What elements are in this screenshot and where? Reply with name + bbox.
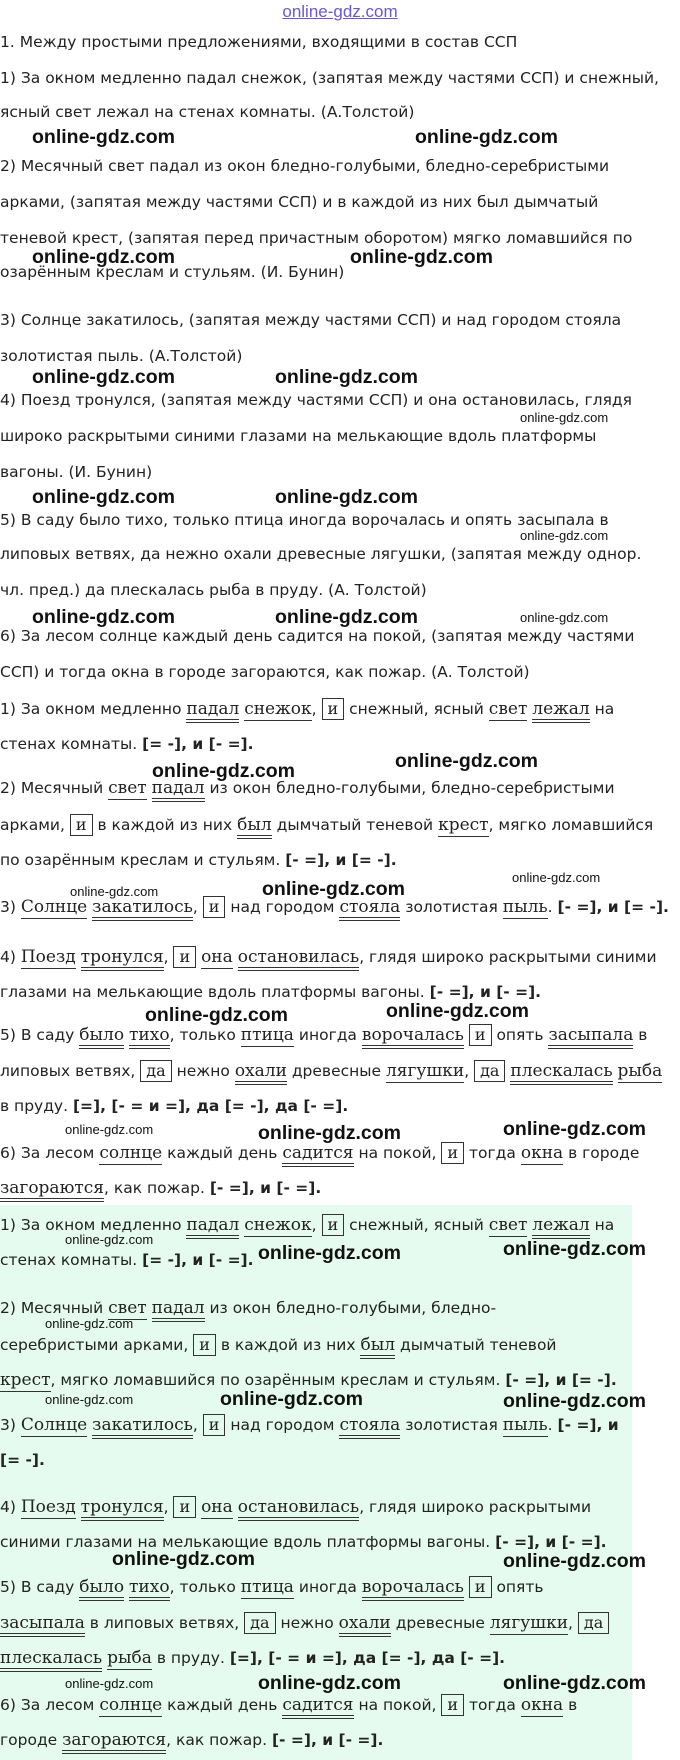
parsed-line: 1) За окном медленно падал снежок, и снежный, ясный свет лежал на	[0, 698, 676, 720]
conjunction-box: и	[322, 698, 345, 720]
conjunction-box: и	[441, 1694, 464, 1716]
parsed-line: городе загораются, как пожар. [- =], и [- =].	[0, 1730, 676, 1750]
conjunction-box: да	[140, 1060, 171, 1082]
conjunction-box: да	[244, 1612, 275, 1634]
watermark: online-gdz.com	[32, 486, 175, 508]
conjunction-box: и	[70, 814, 93, 836]
conjunction-box: да	[474, 1060, 505, 1082]
text-line: ССП) и тогда окна в городе загораются, как пожар. (А. Толстой)	[0, 663, 530, 681]
watermark: online-gdz.com	[503, 1238, 646, 1260]
parsed-line: 5) В саду было тихо, только птица иногда ворочалась и опять засыпала в	[0, 1024, 676, 1046]
watermark: online-gdz.com	[220, 1388, 363, 1410]
scheme: [- =], и [- =].	[429, 983, 542, 1001]
conjunction-box: и	[193, 1334, 216, 1356]
parsed-line: загораются, как пожар. [- =], и [- =].	[0, 1178, 676, 1198]
parsed-line: глазами на мелькающие вдоль платформы вагоны. [- =], и [- =].	[0, 983, 542, 1001]
conjunction-box: да	[578, 1612, 609, 1634]
watermark: online-gdz.com	[258, 1672, 401, 1694]
watermark: online-gdz.com	[45, 1316, 134, 1331]
parsed-line: 2) Месячный свет падал из окон бледно-голубыми, бледно-серебристыми	[0, 778, 676, 798]
conjunction-box: и	[469, 1024, 492, 1046]
watermark: online-gdz.com	[386, 1000, 529, 1022]
watermark: online-gdz.com	[32, 246, 175, 268]
conjunction-box: и	[469, 1576, 492, 1598]
task-heading: 1. Между простыми предложениями, входящими в состав ССП	[0, 33, 518, 51]
watermark: online-gdz.com	[275, 366, 418, 388]
parsed-line: по озарённым креслам и стульям. [- =], и [= -].	[0, 851, 397, 869]
text-line: 2) Месячный свет падал из окон бледно-голубыми, бледно-серебристыми	[0, 157, 610, 175]
conjunction-box: и	[322, 1214, 345, 1236]
scheme: [=], [- = и =], да [= -], да [- =].	[72, 1097, 349, 1115]
watermark: online-gdz.com	[32, 366, 175, 388]
watermark: online-gdz.com	[503, 1118, 646, 1140]
watermark: online-gdz.com	[520, 410, 609, 425]
scheme: [= -], и [- =].	[142, 1251, 254, 1269]
text-line: 4) Поезд тронулся, (запятая между частями ССП) и она остановилась, глядя	[0, 391, 632, 409]
watermark: online-gdz.com	[32, 606, 175, 628]
text-line: 5) В саду было тихо, только птица иногда ворочалась и опять засыпала в	[0, 511, 609, 529]
parsed-line: 6) За лесом солнце каждый день садится на покой, и тогда окна в городе	[0, 1142, 676, 1164]
text-line: ясный свет лежал на стенах комнаты. (А.Толстой)	[0, 103, 415, 121]
parsed-line: 6) За лесом солнце каждый день садится на покой, и тогда окна в	[0, 1694, 676, 1716]
conjunction-box: и	[441, 1142, 464, 1164]
text-line: 6) За лесом солнце каждый день садится на покой, (запятая между частями	[0, 627, 635, 645]
watermark: online-gdz.com	[275, 486, 418, 508]
text-line: липовых ветвях, да нежно охали древесные лягушки, (запятая между однор.	[0, 545, 642, 563]
parsed-line	[0, 1450, 676, 1470]
text-line: 3) Солнце закатилось, (запятая между частями ССП) и над городом стояла	[0, 311, 622, 329]
text-line: широко раскрытыми синими глазами на мелькающие вдоль платформы	[0, 427, 597, 445]
conjunction-box: и	[173, 946, 196, 968]
text-line: теневой крест, (запятая перед причастным оборотом) мягко ломавшийся по	[0, 229, 633, 247]
watermark: online-gdz.com	[415, 126, 558, 148]
scheme: [= -], и [- =].	[142, 735, 254, 753]
watermark: online-gdz.com	[503, 1390, 646, 1412]
parsed-line: серебристыми арками, и в каждой из них был дымчатый теневой	[0, 1334, 676, 1356]
scheme: [= -].	[0, 1451, 45, 1469]
parsed-line: 4) Поезд тронулся, и она остановилась, глядя широко раскрытыми синими	[0, 946, 676, 968]
text-line: озарённым креслам и стульям. (И. Бунин)	[0, 263, 345, 281]
parsed-line: в пруду. [=], [- = и =], да [= -], да [- =].	[0, 1097, 349, 1115]
watermark: online-gdz.com	[503, 1672, 646, 1694]
watermark: online-gdz.com	[65, 1676, 154, 1691]
conjunction-box: и	[203, 896, 226, 918]
parsed-line: 3) Солнце закатилось, и над городом стояла золотистая пыль. [- =], и [= -].	[0, 896, 676, 918]
watermark: online-gdz.com	[258, 1242, 401, 1264]
parsed-line: крест, мягко ломавшийся по озарённым креслам и стульям. [- =], и [= -].	[0, 1370, 617, 1390]
parsed-line: 2) Месячный свет падал из окон бледно-голубыми, бледно-	[0, 1298, 676, 1318]
parsed-line: плескалась рыба в пруду. [=], [- = и =], да [= -], да [- =].	[0, 1648, 676, 1668]
text-line: 1) За окном медленно падал снежок, (запятая между частями ССП) и снежный,	[0, 69, 659, 87]
conjunction-box: и	[203, 1414, 226, 1436]
parsed-line: засыпала в липовых ветвях, да нежно охали древесные лягушки, да	[0, 1612, 676, 1634]
parsed-line: стенах комнаты. [= -], и [- =].	[0, 735, 254, 753]
parsed-line: синими глазами на мелькающие вдоль платформы вагоны. [- =], и [- =].	[0, 1533, 607, 1551]
watermark: online-gdz.com	[152, 760, 295, 782]
watermark: online-gdz.com	[262, 878, 405, 900]
watermark: online-gdz.com	[70, 884, 159, 899]
watermark: online-gdz.com	[145, 1004, 288, 1026]
watermark: online-gdz.com	[258, 1122, 401, 1144]
scheme: [- =], и [- =].	[495, 1533, 607, 1551]
watermark: online-gdz.com	[520, 528, 609, 543]
scheme: [=], [- = и =], да [= -], да [- =].	[229, 1649, 506, 1667]
watermark: online-gdz.com	[503, 1550, 646, 1572]
parsed-line: 4) Поезд тронулся, и она остановилась, глядя широко раскрытыми	[0, 1496, 676, 1518]
parsed-line: стенах комнаты. [= -], и [- =].	[0, 1251, 254, 1269]
watermark: online-gdz.com	[32, 126, 175, 148]
watermark: online-gdz.com	[350, 246, 493, 268]
watermark: online-gdz.com	[275, 606, 418, 628]
scheme: [- =], и [= -].	[557, 898, 669, 916]
text-line: чл. пред.) да плескалась рыба в пруду. (А. Толстой)	[0, 581, 427, 599]
watermark: online-gdz.com	[45, 1392, 134, 1407]
watermark: online-gdz.com	[512, 870, 601, 885]
watermark: online-gdz.com	[65, 1232, 154, 1247]
watermark: online-gdz.com	[112, 1548, 255, 1570]
text-line: золотистая пыль. (А.Толстой)	[0, 347, 243, 365]
parsed-line: липовых ветвях, да нежно охали древесные лягушки, да плескалась рыба	[0, 1060, 676, 1082]
parsed-line: 1) За окном медленно падал снежок, и снежный, ясный свет лежал на	[0, 1214, 676, 1236]
watermark: online-gdz.com	[520, 610, 609, 625]
watermark: online-gdz.com	[395, 750, 538, 772]
watermark: online-gdz.com	[65, 1122, 154, 1137]
scheme: [- =], и [- =].	[209, 1179, 322, 1197]
site-header-link[interactable]: online-gdz.com	[282, 2, 398, 21]
scheme: [- =], и [- =].	[271, 1731, 384, 1749]
text-line: вагоны. (И. Бунин)	[0, 463, 153, 481]
parsed-line: 5) В саду было тихо, только птица иногда ворочалась и опять	[0, 1576, 676, 1598]
text-line: арками, (запятая между частями ССП) и в каждой из них был дымчатый	[0, 193, 599, 211]
scheme: [- =], и [= -].	[505, 1371, 617, 1389]
parsed-line: 3) Солнце закатилось, и над городом стояла золотистая пыль. [- =], и	[0, 1414, 676, 1436]
scheme: [- =], и [= -].	[285, 851, 397, 869]
parsed-line: арками, и в каждой из них был дымчатый теневой крест, мягко ломавшийся	[0, 814, 676, 836]
scheme: [- =], и	[557, 1416, 619, 1434]
conjunction-box: и	[173, 1496, 196, 1518]
